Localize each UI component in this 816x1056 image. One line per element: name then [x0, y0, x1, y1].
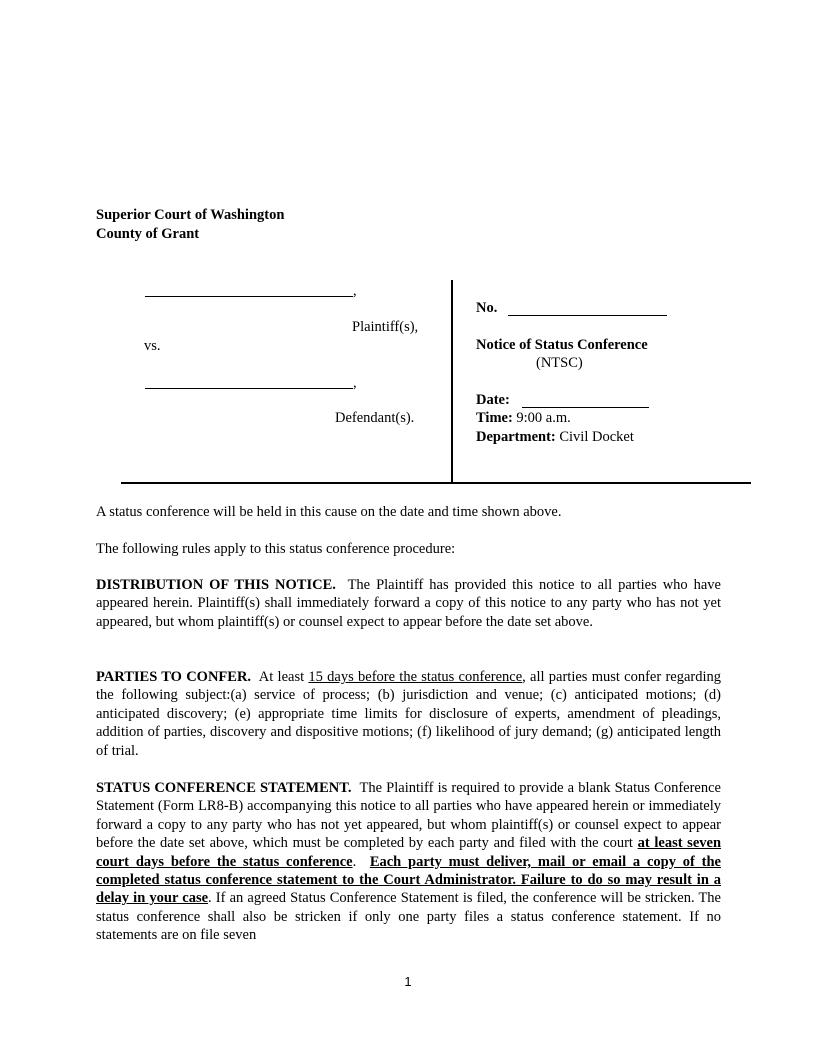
intro-paragraph-1 [96, 503, 721, 521]
case-number-label: No. [476, 300, 498, 316]
confer-deadline: 15 days before the status conference [308, 669, 523, 685]
plaintiff-blank [145, 282, 353, 297]
caption-divider [451, 280, 453, 483]
time-value: 9:00 a.m. [516, 410, 571, 426]
case-number-blank [508, 301, 667, 316]
statement-deadline: at least seven court days before the status conference [96, 835, 722, 870]
statement-text-2: . If an agreed Status Conference Statement is filed, the conference will be stricken. The status conference shall also be stricken if only one party files a status conference statement. If no statements are on file seven [96, 890, 721, 944]
distribution-paragraph [96, 576, 721, 631]
court-name: Superior Court of Washington [96, 207, 285, 223]
court-header [96, 206, 284, 244]
versus-label: vs. [144, 338, 161, 354]
page-number: 1 [404, 974, 412, 989]
confer-pre: At least [258, 669, 305, 685]
time-row [476, 409, 571, 427]
notice-title: Notice of Status Conference [476, 337, 648, 353]
defendant-label: Defendant(s). [335, 410, 415, 426]
county-name: County of Grant [96, 226, 200, 242]
statement-requirement: Each party must deliver, mail or email a copy of the completed status conference statement to the Court Administrator. Failure to do so may result in a delay in your case [96, 853, 721, 907]
date-label: Date: [476, 392, 510, 408]
statement-sep: . [352, 853, 357, 870]
statement-text-1: The Plaintiff is required to provide a blank Status Conference Statement (Form LR8-B) accompanying this notice to all parties who have appeared herein or immediately forward a copy to any party who has not yet appeared, but whom plaintiff(s) or counsel expect to appear before the date set above, which must be completed by each party and filed with the court [96, 780, 721, 852]
confer-heading: PARTIES TO CONFER. [96, 669, 252, 685]
plaintiff-label: Plaintiff(s), [352, 319, 419, 335]
confer-paragraph [96, 668, 721, 760]
department-value: Civil Docket [559, 429, 634, 445]
distribution-heading: DISTRIBUTION OF THIS NOTICE. [96, 577, 336, 593]
confer-text: , all parties must confer regarding the following subject:(a) service of process; (b) jurisdiction and venue; (c) anticipated motions; (d) anticipated discovery; (e) appropriate time limits for disclosure of experts, amendment of pleadings, addition of parties, discovery and dispositive motions; (f) likelihood of jury demand; (g) anticipated length of trial. [96, 669, 722, 759]
intro-text-1: A status conference will be held in this cause on the date and time shown above. [96, 504, 562, 520]
distribution-text: The Plaintiff has provided this notice to all parties who have appeared herein. Plaintiff(s) shall immediately forward a copy of this notice to any party who has not yet appeared, but whom plaintiff(s) or counsel expect to appear before the date set above. [96, 577, 721, 630]
plaintiff-comma: , [353, 283, 357, 299]
intro-text-2: The following rules apply to this status conference procedure: [96, 541, 456, 557]
date-blank [522, 393, 649, 408]
intro-paragraph-2 [96, 540, 721, 558]
caption-bottom-rule [121, 482, 751, 484]
time-label: Time: [476, 410, 513, 426]
statement-heading: STATUS CONFERENCE STATEMENT. [96, 780, 352, 796]
statement-paragraph [96, 779, 721, 945]
department-row [476, 428, 634, 446]
defendant-comma: , [353, 375, 357, 391]
defendant-blank [145, 374, 353, 389]
department-label: Department: [476, 429, 556, 445]
notice-abbrev: (NTSC) [536, 355, 583, 371]
